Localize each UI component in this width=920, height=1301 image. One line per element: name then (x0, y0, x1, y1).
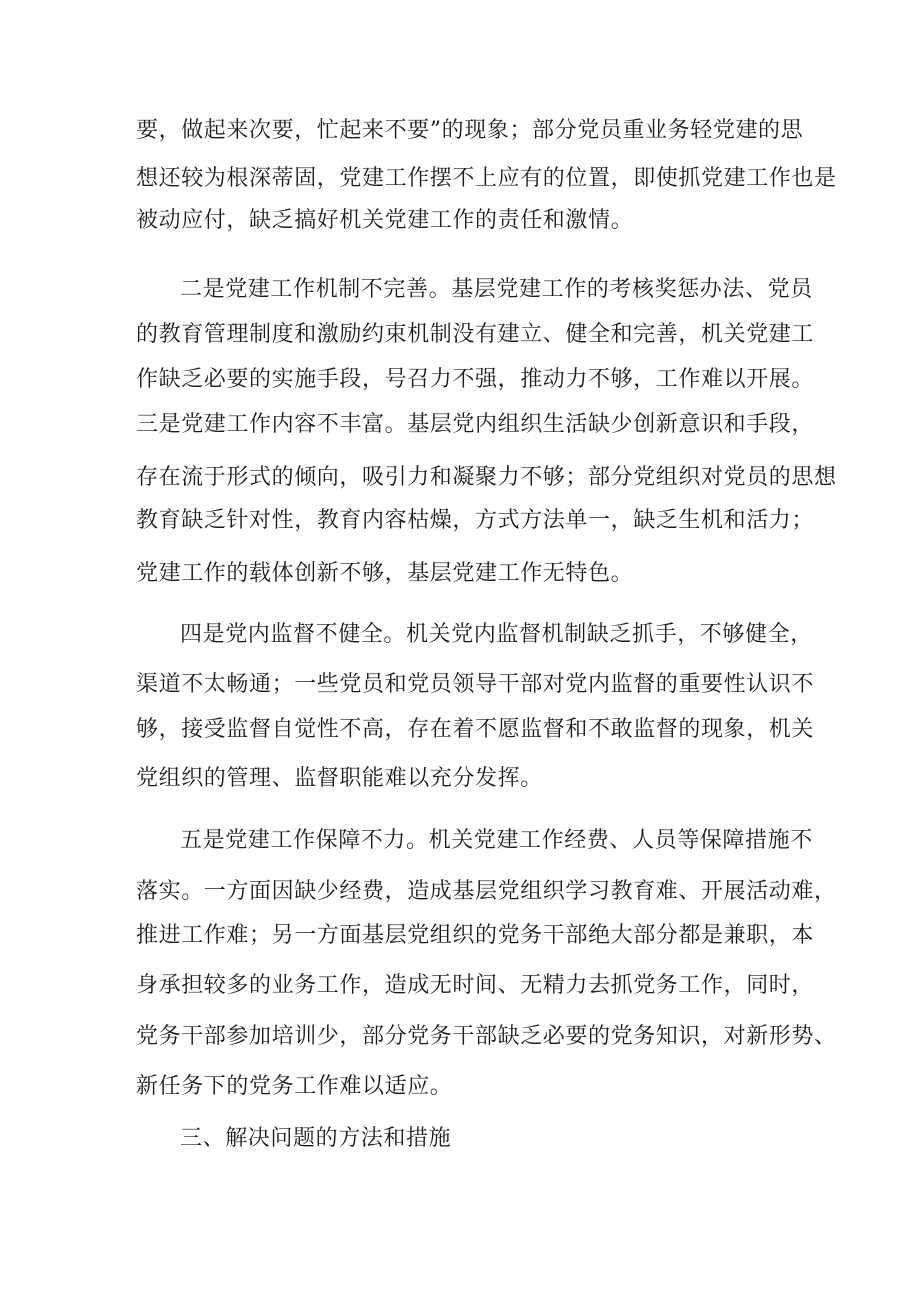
text-line: 存在流于形式的倾向，吸引力和凝聚力不够；部分党组织对党员的思想 (136, 465, 837, 490)
text-line: 四是党内监督不健全。机关党内监督机制缺乏抓手，不够健全， (180, 622, 813, 647)
text-line: 被动应付，缺乏搞好机关党建工作的责任和激情。 (136, 208, 634, 233)
text-line: 五是党建工作保障不力。机关党建工作经费、人员等保障措施不 (180, 828, 813, 853)
text-line: 党务干部参加培训少，部分党务干部缺乏必要的党务知识，对新形势、 (136, 1024, 837, 1049)
text-line: 要，做起来次要，忙起来不要”的现象；部分党员重业务轻党建的思 (136, 118, 804, 143)
text-line: 三是党建工作内容不丰富。基层党内组织生活缺少创新意识和手段， (136, 412, 815, 437)
text-line: 想还较为根深蒂固，党建工作摆不上应有的位置，即使抓党建工作也是 (136, 166, 837, 191)
text-line: 党建工作的载体创新不够，基层党建工作无特色。 (136, 561, 634, 586)
text-line: 身承担较多的业务工作，造成无时间、无精力去抓党务工作，同时， (136, 973, 815, 998)
section-heading: 三、解决问题的方法和措施 (180, 1126, 452, 1151)
text-line: 落实。一方面因缺少经费，造成基层党组织学习教育难、开展活动难， (136, 879, 837, 904)
text-line: 作缺乏必要的实施手段，号召力不强，推动力不够，工作难以开展。 (136, 367, 815, 392)
text-line: 推进工作难；另一方面基层党组织的党务干部绝大部分都是兼职，本 (136, 923, 815, 948)
text-line: 党组织的管理、监督职能难以充分发挥。 (136, 766, 543, 791)
text-line: 的教育管理制度和激励约束机制没有建立、健全和完善，机关党建工 (136, 322, 815, 347)
text-line: 新任务下的党务工作难以适应。 (136, 1074, 453, 1099)
text-line: 教育缺乏针对性，教育内容枯燥，方式方法单一，缺乏生机和活力； (136, 508, 815, 533)
text-line: 渠道不太畅通；一些党员和党员领导干部对党内监督的重要性认识不 (136, 672, 815, 697)
text-line: 二是党建工作机制不完善。基层党建工作的考核奖惩办法、党员 (180, 277, 813, 302)
text-line: 够，接受监督自觉性不高，存在着不愿监督和不敢监督的现象，机关 (136, 717, 815, 742)
